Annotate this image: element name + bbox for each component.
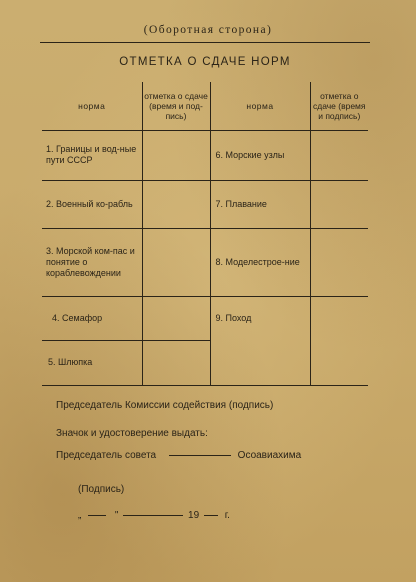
- mark-cell-9: [310, 296, 368, 385]
- mark-cell-8: [310, 228, 368, 296]
- mark-cell-4: [142, 296, 210, 340]
- date-quote-mark: „: [78, 510, 82, 521]
- norm-item-1: 1. Границы и вод-ные пути СССР: [42, 130, 142, 180]
- column-header-norm-right: норма: [210, 82, 310, 130]
- badge-issue-line: Значок и удостоверение выдать:: [56, 428, 208, 439]
- date-line: [78, 510, 230, 521]
- mark-cell-1: [142, 130, 210, 180]
- table-header-row: [42, 82, 368, 130]
- table-row: [42, 296, 368, 340]
- column-header-mark-right: отметка о сдаче (время и подпись): [310, 82, 368, 130]
- council-chairman-line: [56, 450, 301, 461]
- chairman-commission-line: Председатель Комиссии содействия (подпись): [56, 400, 274, 411]
- top-rule: [40, 42, 370, 43]
- table-title: ОТМЕТКА О СДАЧЕ НОРМ: [119, 56, 291, 68]
- mark-cell-3: [142, 228, 210, 296]
- osoaviakhim-label: Осоавиахима: [237, 450, 302, 461]
- council-chairman-label: Председатель совета: [56, 450, 157, 461]
- table-row: [42, 228, 368, 296]
- norm-item-3: 3. Морской ком-пас и понятие о кораблевождении: [42, 228, 142, 296]
- norm-item-6: 6. Морские узлы: [210, 130, 310, 180]
- day-blank-line: [88, 515, 106, 516]
- norm-item-4: 4. Семафор: [42, 296, 142, 340]
- council-blank-line: [169, 455, 231, 456]
- month-blank-line: [123, 515, 183, 516]
- mark-cell-2: [142, 180, 210, 228]
- column-header-mark: отметка о сдаче (время и под-пись): [142, 82, 210, 130]
- norms-table: [42, 82, 368, 386]
- year-prefix: 19: [188, 510, 200, 521]
- reverse-side-label: (Оборотная сторона): [143, 24, 273, 36]
- signature-label: (Подпись): [78, 484, 125, 495]
- table-row: [42, 130, 368, 180]
- norm-item-2: 2. Военный ко-рабль: [42, 180, 142, 228]
- norm-item-7: 7. Плавание: [210, 180, 310, 228]
- date-quote-close: ": [114, 510, 119, 521]
- norm-item-9: 9. Поход: [210, 296, 310, 385]
- year-blank-line: [204, 515, 218, 516]
- mark-cell-7: [310, 180, 368, 228]
- norm-item-5: 5. Шлюпка: [42, 340, 142, 385]
- norm-item-8: 8. Моделестрое-ние: [210, 228, 310, 296]
- year-suffix: г.: [224, 510, 230, 521]
- table-row: [42, 180, 368, 228]
- mark-cell-6: [310, 130, 368, 180]
- column-header-norm: норма: [42, 82, 142, 130]
- mark-cell-5: [142, 340, 210, 385]
